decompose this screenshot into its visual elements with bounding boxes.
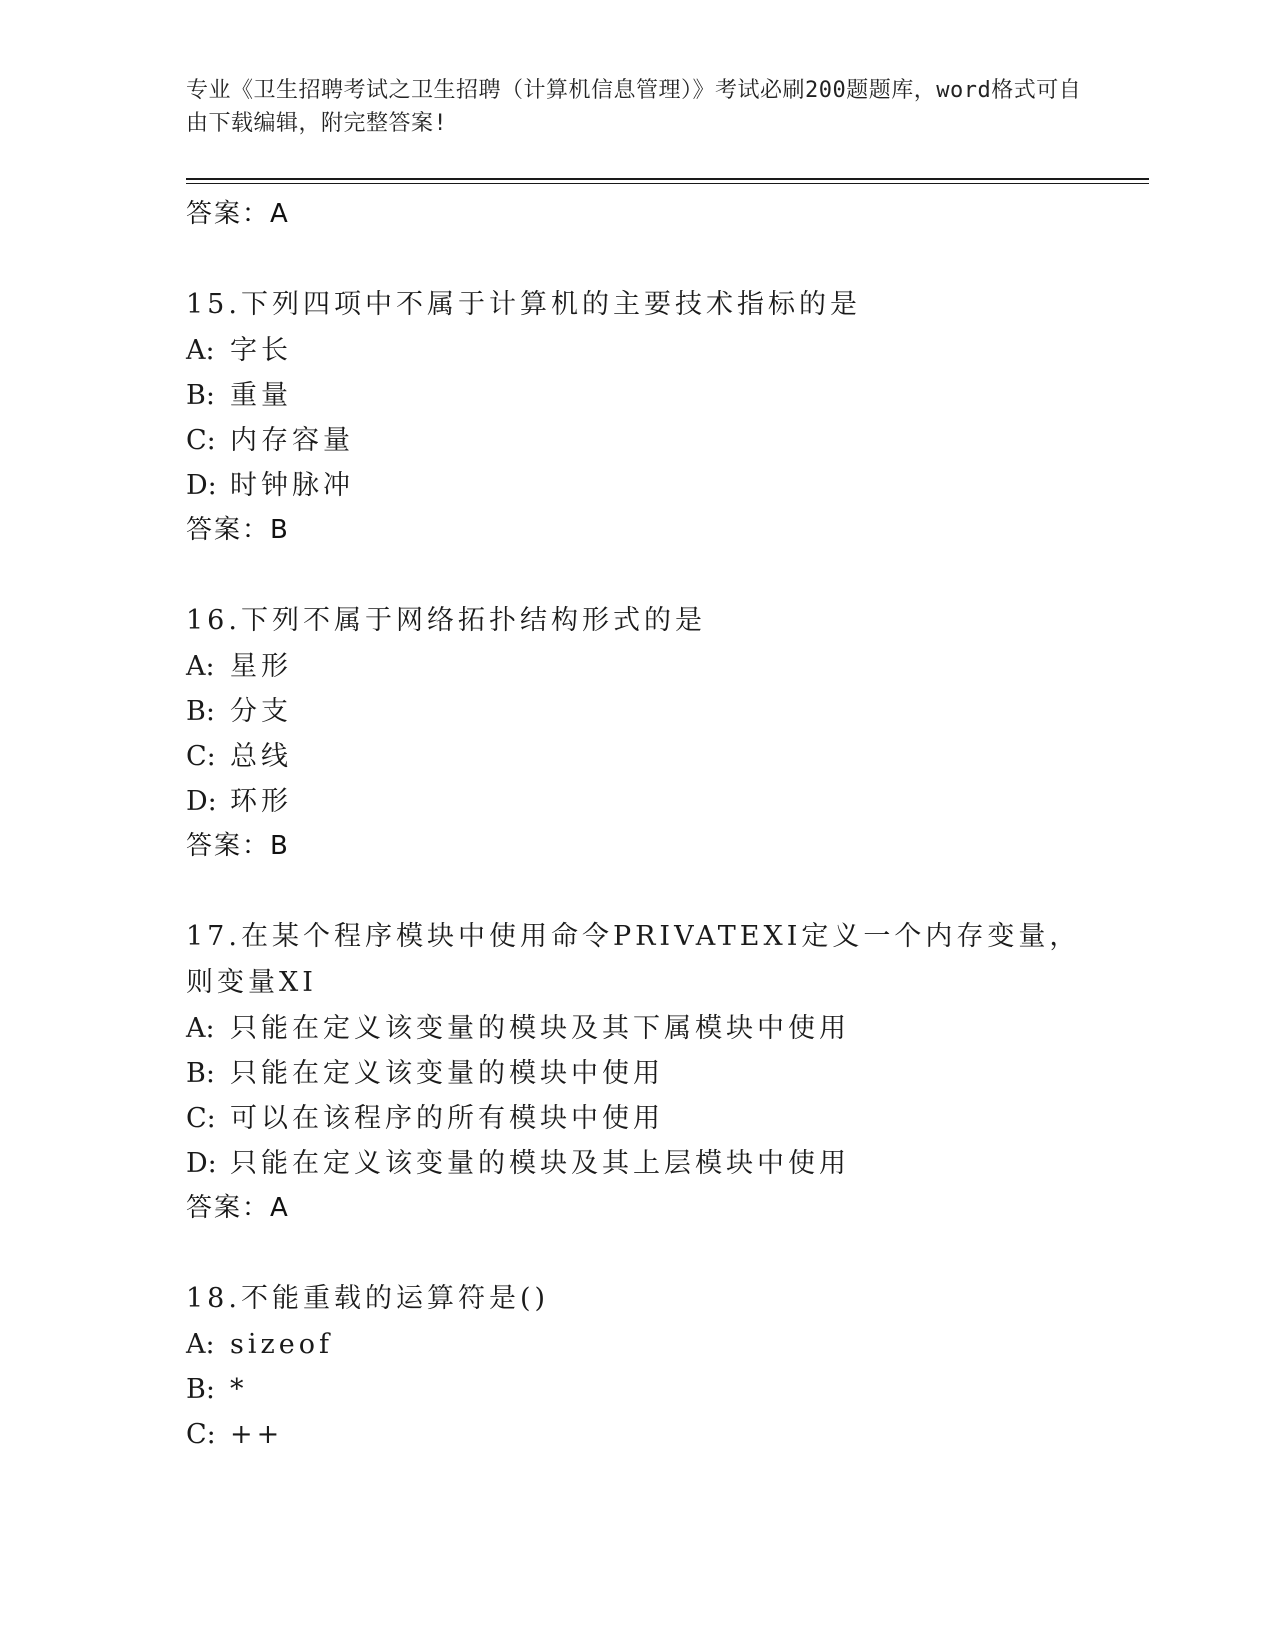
- option-letter: A:: [186, 335, 215, 366]
- question-answer: 答案：B: [186, 831, 290, 861]
- option-text: 只能在定义该变量的模块及其上层模块中使用: [230, 1148, 850, 1179]
- document-header: 专业《卫生招聘考试之卫生招聘（计算机信息管理）》考试必刷200题题库，word格式可自由下载编辑，附完整答案!: [186, 78, 1082, 136]
- question-stem: 17.在某个程序模块中使用命令PRIVATEXI定义一个内存变量，则变量XI: [186, 921, 1081, 998]
- option-text: 环形: [230, 786, 292, 817]
- option-a: [186, 1322, 1096, 1367]
- option-b: [186, 1051, 1096, 1096]
- option-text: 只能在定义该变量的模块中使用: [230, 1058, 664, 1089]
- option-text: 重量: [230, 380, 292, 411]
- question-list: [186, 192, 1096, 1457]
- option-c: [186, 418, 1096, 463]
- option-b: [186, 689, 1096, 734]
- header-divider-thick: [186, 178, 1149, 180]
- option-letter: A:: [186, 1329, 215, 1360]
- option-d: [186, 1141, 1096, 1186]
- option-letter: B:: [186, 696, 215, 727]
- option-letter: B:: [186, 1374, 215, 1405]
- option-text: 分支: [230, 696, 292, 727]
- option-letter: D:: [186, 470, 217, 501]
- option-letter: C:: [186, 741, 216, 772]
- previous-answer: 答案：A: [186, 199, 290, 229]
- question-answer: 答案：B: [186, 515, 290, 545]
- option-text: ++: [230, 1419, 284, 1450]
- option-c: [186, 1096, 1096, 1141]
- header-divider-thin: [186, 183, 1149, 184]
- option-c: [186, 1412, 1096, 1457]
- question-17: [186, 914, 1096, 1230]
- option-b: [186, 373, 1096, 418]
- option-text: 只能在定义该变量的模块及其下属模块中使用: [230, 1013, 850, 1044]
- option-text: 总线: [230, 741, 292, 772]
- option-text: *: [230, 1374, 248, 1405]
- option-letter: C:: [186, 1103, 216, 1134]
- question-answer: 答案：A: [186, 1193, 290, 1223]
- option-letter: C:: [186, 425, 216, 456]
- option-a: [186, 644, 1096, 689]
- option-letter: B:: [186, 1058, 215, 1089]
- option-text: 内存容量: [230, 425, 354, 456]
- option-text: 时钟脉冲: [230, 470, 354, 501]
- option-c: [186, 734, 1096, 779]
- option-a: [186, 1006, 1096, 1051]
- option-text: 可以在该程序的所有模块中使用: [230, 1103, 664, 1134]
- option-letter: A:: [186, 651, 215, 682]
- option-letter: A:: [186, 1013, 215, 1044]
- option-letter: D:: [186, 1148, 217, 1179]
- option-letter: B:: [186, 380, 215, 411]
- option-letter: D:: [186, 786, 217, 817]
- question-16: [186, 598, 1096, 868]
- option-text: 星形: [230, 651, 292, 682]
- option-text: 字长: [230, 335, 292, 366]
- question-18: [186, 1276, 1096, 1457]
- option-d: [186, 779, 1096, 824]
- question-15: [186, 282, 1096, 552]
- option-b: [186, 1367, 1096, 1412]
- question-stem: 18.不能重载的运算符是(): [186, 1283, 550, 1314]
- question-stem: 16.下列不属于网络拓扑结构形式的是: [186, 605, 706, 636]
- option-d: [186, 463, 1096, 508]
- option-text: sizeof: [230, 1329, 333, 1360]
- option-a: [186, 328, 1096, 373]
- option-letter: C:: [186, 1419, 216, 1450]
- question-stem: 15.下列四项中不属于计算机的主要技术指标的是: [186, 289, 861, 320]
